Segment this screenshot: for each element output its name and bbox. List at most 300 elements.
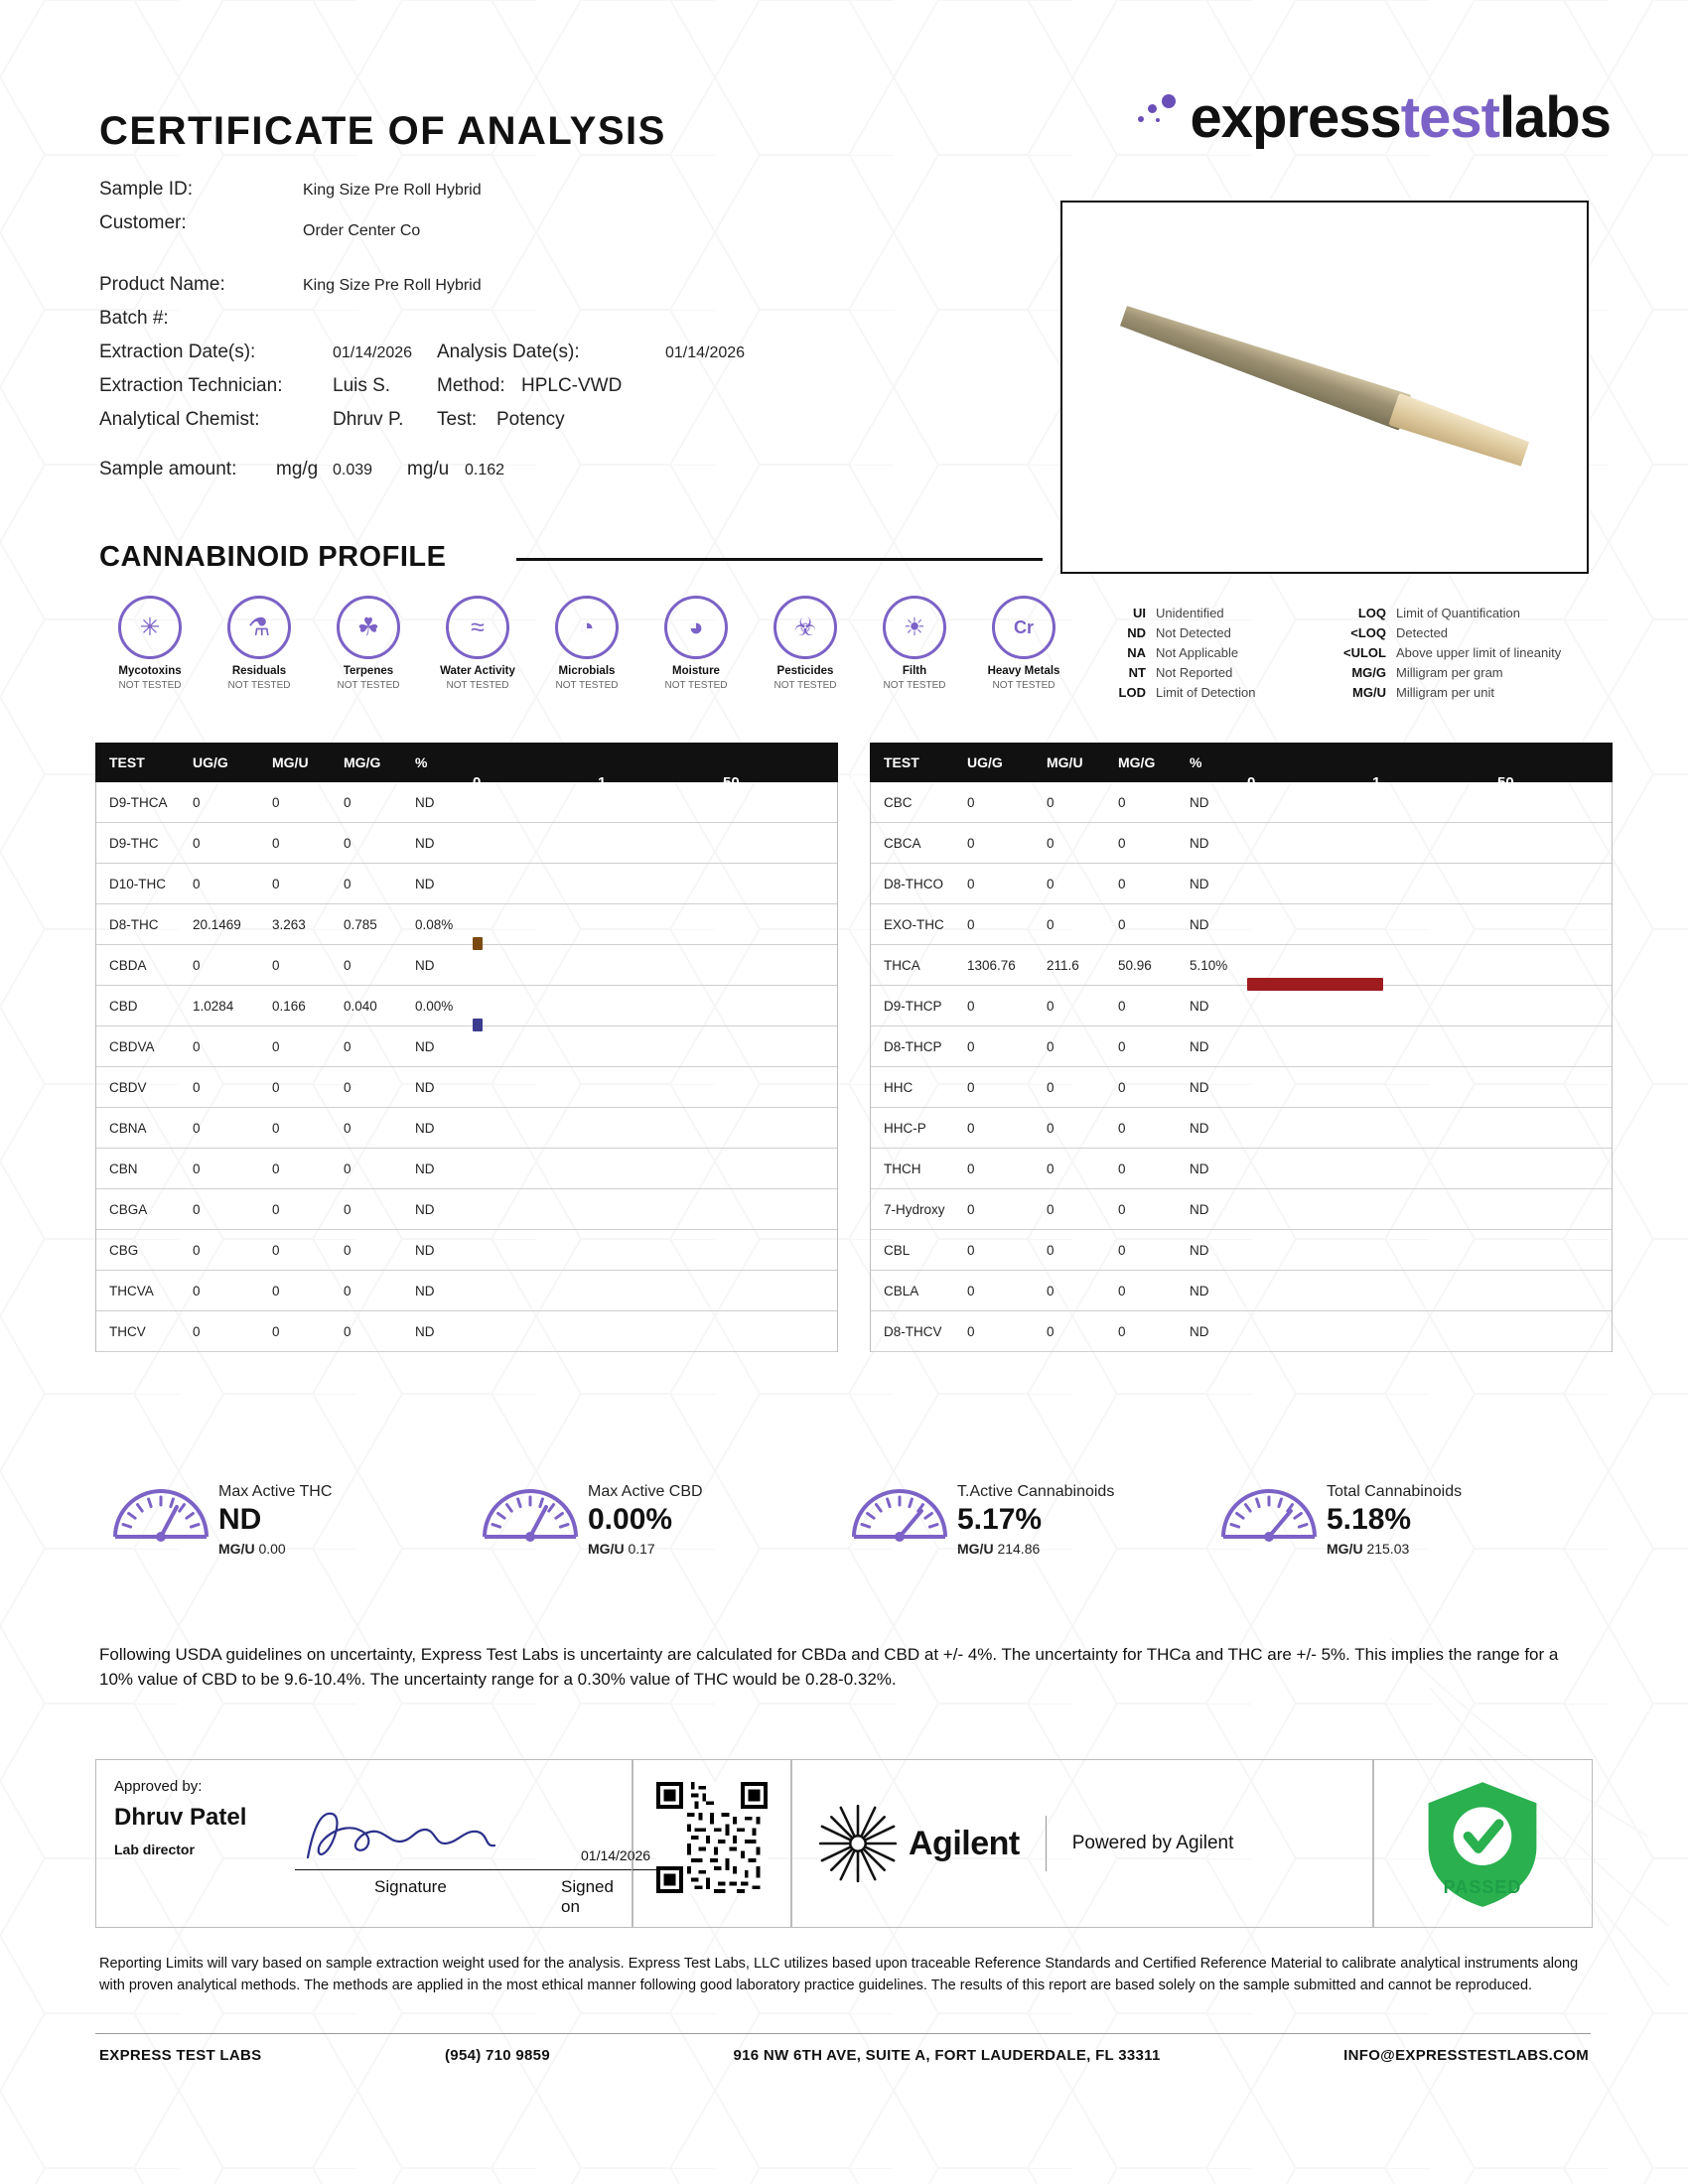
col-mgg: MG/G	[344, 754, 381, 770]
cell-mgu: 0	[1047, 794, 1055, 810]
cell-mgg: 0	[1118, 1160, 1126, 1176]
cell-ugg: 0	[193, 1079, 201, 1095]
cell-test: EXO-THC	[884, 916, 944, 932]
cell-mgg: 0	[344, 835, 352, 851]
legend-key: UI	[1133, 606, 1146, 620]
col-mgu: MG/U	[272, 754, 309, 770]
cell-mgg: 0	[1118, 1201, 1126, 1217]
title-divider	[516, 558, 1043, 561]
cell-mgu: 0	[272, 1160, 280, 1176]
table-row	[870, 945, 1613, 986]
legend-key: NT	[1128, 665, 1146, 680]
cell-mgu: 0	[1047, 1323, 1055, 1339]
legend-value: Not Reported	[1156, 665, 1233, 680]
extraction-date-value: 01/14/2026	[333, 344, 413, 361]
icon-label: Mycotoxins	[118, 665, 182, 677]
footer-address: 916 NW 6TH AVE, SUITE A, FORT LAUDERDALE, FL 33311	[733, 2047, 1161, 2064]
gauge-title: T.Active Cannabinoids	[957, 1483, 1115, 1500]
scale-tick: 50	[723, 774, 740, 791]
customer-value: Order Center Co	[303, 222, 421, 239]
gauge-unit: MG/U 214.86	[957, 1541, 1041, 1557]
cell-mgg: 0	[1118, 835, 1126, 851]
method-label: Method:	[437, 375, 505, 396]
fine-print: Reporting Limits will vary based on sample extraction weight used for the analysis. Express Test Labs, LLC utilizes based upon traceable Reference Standards and Certified Reference Material to calibrate analytical instruments along with proven analytical methods. The methods are applied in the most ethical manner following good laboratory practice guidelines. The results of this report are based solely on the sample submitted and cannot be reproduced.	[99, 1956, 1579, 1993]
gauge-value: 5.17%	[957, 1503, 1043, 1536]
cell-test: CBG	[109, 1242, 139, 1258]
cell-percent: ND	[415, 1201, 435, 1217]
test-icon-mycotoxins	[95, 596, 205, 691]
test-icon-pesticides	[751, 596, 860, 691]
footer-phone: (954) 710 9859	[445, 2047, 550, 2064]
icon-label: Moisture	[672, 665, 720, 677]
icon-label: Terpenes	[343, 665, 394, 677]
logo-text-labs: labs	[1498, 85, 1611, 150]
table-row	[95, 986, 838, 1026]
icon-status: NOT TESTED	[883, 680, 946, 691]
legend-key: MG/U	[1352, 685, 1386, 700]
cell-ugg: 0	[967, 1283, 975, 1298]
test-icon-filth	[860, 596, 969, 691]
cell-mgu: 0	[1047, 1160, 1055, 1176]
cell-percent: ND	[1190, 1079, 1209, 1095]
cell-mgg: 0.040	[344, 998, 377, 1014]
table-row	[95, 1026, 838, 1067]
gauge-dial-icon	[848, 1479, 951, 1557]
cell-percent: ND	[1190, 916, 1209, 932]
status-badge	[1372, 1759, 1593, 1928]
cell-percent: 0.08%	[415, 916, 454, 932]
cell-mgg: 0	[344, 1283, 352, 1298]
icon-label: Water Activity	[440, 665, 515, 677]
icon-status: NOT TESTED	[446, 680, 509, 691]
page-title: CERTIFICATE OF ANALYSIS	[99, 109, 666, 153]
cell-test: CBDA	[109, 957, 147, 973]
cell-ugg: 0	[967, 1201, 975, 1217]
gauge-1	[479, 1479, 848, 1557]
cell-test: CBC	[884, 794, 913, 810]
legend-value: Unidentified	[1156, 606, 1224, 620]
customer-label: Customer:	[99, 212, 187, 233]
gauge-title: Max Active THC	[218, 1483, 333, 1500]
legend-key: MG/G	[1351, 665, 1386, 680]
gauge-title: Total Cannabinoids	[1327, 1483, 1463, 1500]
cell-mgu: 0	[1047, 1079, 1055, 1095]
cell-ugg: 1.0284	[193, 998, 234, 1014]
legend-value: Limit of Quantification	[1396, 606, 1521, 620]
table-row	[95, 1067, 838, 1108]
water-activity-icon: ≈	[446, 596, 509, 659]
cell-mgu: 0	[272, 1201, 280, 1217]
agilent-name: Agilent	[909, 1824, 1020, 1862]
icon-status: NOT TESTED	[774, 680, 837, 691]
meta-row-product	[99, 274, 794, 308]
batch-label: Batch #:	[99, 308, 169, 329]
icon-status: NOT TESTED	[555, 680, 619, 691]
residuals-icon: ⚗	[227, 596, 291, 659]
icon-label: Microbials	[558, 665, 616, 677]
cell-ugg: 0	[967, 916, 975, 932]
cell-percent: ND	[1190, 1160, 1209, 1176]
cell-mgg: 0	[1118, 1038, 1126, 1054]
legend-row	[1092, 625, 1609, 640]
uncertainty-disclaimer: Following USDA guidelines on uncertainty, Express Test Labs is uncertainty are calculated for CBDa and CBD at +/- 4%. The uncertainty for THCa and THC are +/- 5%. This implies the range for a 10% value of CBD to be 9.6-10.4%. The uncertainty range for a 0.30% value of THC would be 0.28-0.32%.	[99, 1645, 1559, 1689]
cell-mgu: 0	[1047, 916, 1055, 932]
cell-mgg: 0	[344, 1120, 352, 1136]
cell-ugg: 0	[193, 1120, 201, 1136]
cell-mgg: 0	[344, 794, 352, 810]
cell-percent: ND	[415, 794, 435, 810]
legend-value: Not Applicable	[1156, 645, 1239, 660]
cell-mgu: 0	[272, 1323, 280, 1339]
logo-text-express: express	[1190, 85, 1401, 150]
cell-test: CBD	[109, 998, 138, 1014]
agilent-star-icon	[815, 1801, 901, 1886]
logo-dots-icon	[1136, 92, 1186, 144]
table-row	[95, 1230, 838, 1271]
logo-text-test: test	[1400, 85, 1499, 150]
cell-percent: ND	[415, 1323, 435, 1339]
heavy-metals-icon: Cr	[992, 596, 1055, 659]
cell-mgg: 0	[1118, 794, 1126, 810]
legend-value: Not Detected	[1156, 625, 1231, 640]
mgg-value: 0.039	[333, 462, 373, 478]
cell-test: CBDVA	[109, 1038, 155, 1054]
table-row	[870, 1108, 1613, 1149]
legend-key: LOQ	[1357, 606, 1386, 620]
cell-percent: ND	[415, 1079, 435, 1095]
table-row	[870, 1230, 1613, 1271]
test-category-icons	[95, 596, 1078, 691]
cell-percent: 0.00%	[415, 998, 454, 1014]
legend-key: <ULOL	[1343, 645, 1386, 660]
table-row	[870, 823, 1613, 864]
mgu-label: mg/u	[407, 459, 450, 479]
cell-mgu: 0	[272, 957, 280, 973]
table-row	[95, 904, 838, 945]
cell-test: D10-THC	[109, 876, 167, 891]
cell-mgu: 0	[272, 794, 280, 810]
legend-value: Above upper limit of lineanity	[1396, 645, 1562, 660]
cell-mgg: 50.96	[1118, 957, 1152, 973]
cell-mgu: 0	[1047, 835, 1055, 851]
cell-mgg: 0	[344, 1201, 352, 1217]
icon-status: NOT TESTED	[992, 680, 1055, 691]
scale-tick: 50	[1497, 774, 1514, 791]
meta-row-dates	[99, 341, 794, 375]
abbreviation-legend	[1092, 606, 1609, 705]
col-ugg: UG/G	[193, 754, 228, 770]
signature-mark	[300, 1796, 548, 1873]
extraction-technician-label: Extraction Technician:	[99, 375, 283, 396]
table-row	[870, 904, 1613, 945]
sample-id-value: King Size Pre Roll Hybrid	[303, 182, 482, 199]
scale-tick: 100	[842, 774, 868, 791]
legend-value: Milligram per unit	[1396, 685, 1494, 700]
cell-test: THCH	[884, 1160, 921, 1176]
table-row	[870, 1311, 1613, 1352]
cell-ugg: 1306.76	[967, 957, 1016, 973]
cell-mgg: 0	[344, 876, 352, 891]
icon-status: NOT TESTED	[118, 680, 182, 691]
gauge-unit: MG/U 0.00	[218, 1541, 286, 1557]
cell-ugg: 0	[967, 1160, 975, 1176]
table-row	[95, 823, 838, 864]
status-badge-label: PASSED	[1443, 1877, 1522, 1897]
summary-gauges	[109, 1479, 1589, 1557]
qr-cell[interactable]	[632, 1759, 792, 1928]
table-row	[95, 1311, 838, 1352]
cell-ugg: 0	[193, 1323, 201, 1339]
legend-key: NA	[1127, 645, 1146, 660]
cell-percent: ND	[1190, 1120, 1209, 1136]
product-name-value: King Size Pre Roll Hybrid	[303, 277, 482, 294]
legend-key: ND	[1127, 625, 1146, 640]
cell-test: THCA	[884, 957, 920, 973]
cell-ugg: 0	[967, 1038, 975, 1054]
table-row	[870, 1149, 1613, 1189]
cell-ugg: 0	[967, 1242, 975, 1258]
table-header-row	[870, 743, 1642, 791]
legend-value: Limit of Detection	[1156, 685, 1256, 700]
table-row	[95, 1271, 838, 1311]
cell-mgg: 0	[344, 1242, 352, 1258]
cell-test: D9-THC	[109, 835, 159, 851]
meta-row-chemist-test	[99, 409, 794, 459]
cell-ugg: 0	[967, 794, 975, 810]
sample-metadata	[99, 179, 794, 492]
approver-name: Dhruv Patel	[114, 1804, 247, 1831]
cell-ugg: 0	[193, 835, 201, 851]
mgu-value: 0.162	[465, 462, 505, 478]
signed-on-label: Signed on	[561, 1877, 614, 1916]
cell-test: D8-THCO	[884, 876, 943, 891]
cell-test: 7-Hydroxy	[884, 1201, 945, 1217]
cell-mgg: 0	[1118, 916, 1126, 932]
cell-percent: ND	[415, 1242, 435, 1258]
cell-mgu: 0	[1047, 1283, 1055, 1298]
cell-test: THCVA	[109, 1283, 154, 1298]
cell-mgg: 0	[1118, 1120, 1126, 1136]
col-ugg: UG/G	[967, 754, 1003, 770]
legend-value: Milligram per gram	[1396, 665, 1503, 680]
cell-test: D9-THCA	[109, 794, 168, 810]
mgg-label: mg/g	[276, 459, 319, 479]
cell-mgg: 0.785	[344, 916, 377, 932]
cell-percent: ND	[415, 1120, 435, 1136]
signed-date: 01/14/2026	[581, 1847, 651, 1863]
cell-test: D8-THCP	[884, 1038, 942, 1054]
cell-percent: ND	[1190, 998, 1209, 1014]
col-percent: %	[415, 754, 428, 770]
cell-test: CBDV	[109, 1079, 147, 1095]
cell-mgu: 0	[1047, 1038, 1055, 1054]
agilent-powered-by: Powered by Agilent	[1071, 1833, 1234, 1853]
cell-test: D8-THC	[109, 916, 159, 932]
legend-row	[1092, 665, 1609, 680]
gauge-value: 0.00%	[588, 1503, 673, 1536]
test-icon-moisture	[641, 596, 751, 691]
cell-test: HHC-P	[884, 1120, 926, 1136]
cell-test: D8-THCV	[884, 1323, 942, 1339]
icon-status: NOT TESTED	[337, 680, 400, 691]
cell-test: CBCA	[884, 835, 921, 851]
table-row	[95, 1108, 838, 1149]
table-row	[95, 945, 838, 986]
cell-ugg: 0	[193, 1283, 201, 1298]
gauge-value: ND	[218, 1503, 262, 1536]
icon-label: Filth	[902, 665, 927, 677]
col-test: TEST	[884, 754, 919, 770]
cell-percent: ND	[415, 876, 435, 891]
footer	[99, 2047, 1589, 2064]
table-header-row	[95, 743, 868, 791]
analysis-date-value: 01/14/2026	[665, 344, 746, 361]
gauge-title: Max Active CBD	[588, 1483, 703, 1500]
moisture-icon: ◕	[664, 596, 728, 659]
cell-mgg: 0	[344, 1160, 352, 1176]
table-row	[870, 1026, 1613, 1067]
legend-key: <LOQ	[1350, 625, 1386, 640]
cell-percent: 5.10%	[1190, 957, 1228, 973]
cannabinoid-profile-title: CANNABINOID PROFILE	[99, 541, 447, 573]
table-row	[870, 986, 1613, 1026]
cell-percent: ND	[415, 1160, 435, 1176]
legend-row	[1092, 645, 1609, 660]
cell-ugg: 0	[967, 1120, 975, 1136]
footer-divider	[95, 2033, 1591, 2034]
footer-company: EXPRESS TEST LABS	[99, 2047, 262, 2064]
icon-label: Residuals	[231, 665, 287, 677]
analytical-chemist-label: Analytical Chemist:	[99, 409, 260, 430]
icon-label: Pesticides	[776, 665, 834, 677]
microbials-icon: ◔	[555, 596, 619, 659]
method-value: HPLC-VWD	[521, 375, 623, 396]
icon-status: NOT TESTED	[227, 680, 291, 691]
scale-tick: 1	[598, 774, 607, 791]
cell-ugg: 0	[193, 876, 201, 891]
qr-code-icon[interactable]	[656, 1782, 768, 1893]
table-row	[870, 1189, 1613, 1230]
approver-role: Lab director	[114, 1842, 195, 1857]
table-row	[870, 864, 1613, 904]
cell-ugg: 0	[193, 794, 201, 810]
table-row	[95, 1189, 838, 1230]
cell-mgu: 211.6	[1047, 957, 1079, 973]
table-row	[95, 1149, 838, 1189]
filth-icon: ☀	[883, 596, 946, 659]
cell-mgu: 0.166	[272, 998, 306, 1014]
cell-mgu: 0	[1047, 1120, 1055, 1136]
cell-mgu: 0	[272, 1079, 280, 1095]
cell-test: CBNA	[109, 1120, 147, 1136]
test-icon-heavy-metals	[969, 596, 1078, 691]
pesticides-icon: ☣	[774, 596, 837, 659]
cell-test: CBGA	[109, 1201, 148, 1217]
cell-percent: ND	[415, 1283, 435, 1298]
product-photo	[1060, 201, 1589, 574]
cell-percent: ND	[1190, 1323, 1209, 1339]
cell-percent: ND	[1190, 1283, 1209, 1298]
col-test: TEST	[109, 754, 145, 770]
table-row	[95, 864, 838, 904]
gauge-dial-icon	[109, 1479, 212, 1557]
gauge-0	[109, 1479, 479, 1557]
cell-test: CBN	[109, 1160, 138, 1176]
approved-by-label: Approved by:	[114, 1778, 203, 1795]
cell-mgg: 0	[344, 1323, 352, 1339]
cell-mgu: 0	[272, 1120, 280, 1136]
cell-mgg: 0	[1118, 1283, 1126, 1298]
cell-percent: ND	[415, 957, 435, 973]
cell-ugg: 0	[967, 1079, 975, 1095]
col-mgu: MG/U	[1047, 754, 1083, 770]
cell-mgu: 0	[272, 1038, 280, 1054]
test-icon-water-activity	[423, 596, 532, 691]
cell-percent: ND	[415, 835, 435, 851]
cell-test: CBL	[884, 1242, 911, 1258]
gauge-dial-icon	[479, 1479, 582, 1557]
cell-percent: ND	[1190, 835, 1209, 851]
cell-ugg: 0	[193, 1201, 201, 1217]
cell-ugg: 0	[193, 1242, 201, 1258]
cell-percent: ND	[415, 1038, 435, 1054]
meta-row-batch	[99, 308, 794, 341]
analytical-chemist-value: Dhruv P.	[333, 409, 404, 430]
cell-mgu: 0	[1047, 1242, 1055, 1258]
cell-mgu: 0	[272, 835, 280, 851]
cell-mgu: 3.263	[272, 916, 306, 932]
cannabinoid-table-left	[95, 743, 868, 1352]
cell-ugg: 0	[967, 998, 975, 1014]
cell-ugg: 0	[967, 876, 975, 891]
cell-mgu: 0	[272, 1283, 280, 1298]
icon-label: Heavy Metals	[987, 665, 1060, 677]
table-row	[870, 1067, 1613, 1108]
scale-tick: 0	[473, 774, 482, 791]
gauge-3	[1217, 1479, 1587, 1557]
legend-value: Detected	[1396, 625, 1449, 640]
cell-percent: ND	[1190, 1242, 1209, 1258]
brand-logo	[1136, 85, 1611, 150]
legend-row	[1092, 606, 1609, 620]
gauge-unit: MG/U 215.03	[1327, 1541, 1410, 1557]
cell-ugg: 0	[193, 957, 201, 973]
scale-tick: 100	[1617, 774, 1642, 791]
cell-mgg: 0	[1118, 1242, 1126, 1258]
meta-row-customer	[99, 212, 794, 274]
cell-percent: ND	[1190, 1201, 1209, 1217]
footer-email[interactable]: INFO@EXPRESSTESTLABS.COM	[1343, 2047, 1589, 2064]
test-value: Potency	[496, 409, 565, 430]
cell-percent: ND	[1190, 1038, 1209, 1054]
gauge-value: 5.18%	[1327, 1503, 1412, 1536]
analysis-date-label: Analysis Date(s):	[437, 341, 580, 362]
cell-mgg: 0	[1118, 1079, 1126, 1095]
extraction-date-label: Extraction Date(s):	[99, 341, 256, 362]
pre-roll-image	[1116, 298, 1533, 477]
cell-mgu: 0	[1047, 998, 1055, 1014]
legend-row	[1092, 685, 1609, 700]
cell-mgg: 0	[1118, 876, 1126, 891]
terpenes-icon: ☘	[337, 596, 400, 659]
cell-ugg: 0	[193, 1038, 201, 1054]
cell-mgg: 0	[344, 957, 352, 973]
scale-tick: 1	[1372, 774, 1381, 791]
cell-mgu: 0	[1047, 876, 1055, 891]
cell-mgg: 0	[1118, 998, 1126, 1014]
cell-mgu: 0	[272, 876, 280, 891]
sample-amount-label: Sample amount:	[99, 459, 237, 479]
